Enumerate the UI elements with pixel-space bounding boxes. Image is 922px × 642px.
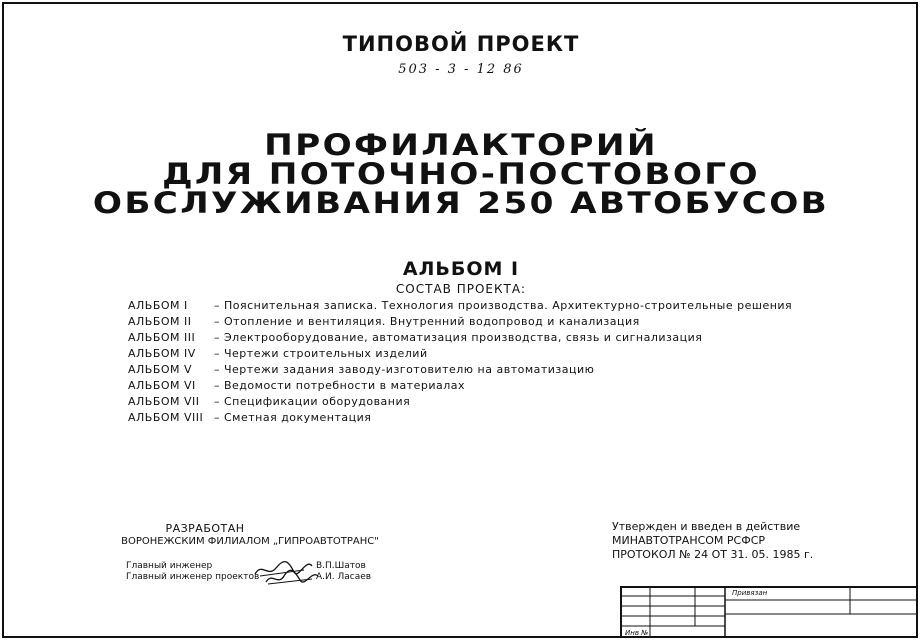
album-desc: – Пояснительная записка. Технология производства. Архитектурно-строительные решения: [214, 299, 793, 312]
chief-project-engineer-name: А.И. Ласаев: [316, 572, 372, 582]
album-item: [128, 330, 792, 346]
album-name: АЛЬБОМ IV: [128, 347, 196, 360]
developer-org: ВОРОНЕЖСКИМ ФИЛИАЛОМ „ГИПРОАВТОТРАНС": [121, 536, 379, 547]
album-item: [128, 346, 792, 362]
title-line-2: ДЛЯ ПОТОЧНО-ПОСТОВОГО: [162, 157, 760, 191]
stamp-block: [620, 586, 916, 638]
chief-engineer-name: В.П.Шатов: [316, 561, 366, 571]
approval-line-1: Утвержден и введен в действие: [612, 520, 801, 533]
title-line-1: ПРОФИЛАКТОРИЙ: [264, 128, 658, 162]
album-name: АЛЬБОМ VI: [128, 379, 196, 392]
album-desc: – Чертежи строительных изделий: [214, 347, 428, 360]
developer-label: РАЗРАБОТАН: [165, 522, 245, 535]
album-item: [128, 298, 792, 314]
album-name: АЛЬБОМ I: [128, 299, 188, 312]
chief-project-engineer-role: Главный инженер проектов: [126, 572, 260, 582]
contents-heading: СОСТАВ ПРОЕКТА:: [395, 282, 527, 296]
album-item: [128, 410, 792, 426]
approval-line-3: ПРОТОКОЛ № 24 ОТ 31. 05. 1985 г.: [612, 548, 814, 561]
approval-line-2: МИНАВТОТРАНСОМ РСФСР: [612, 534, 766, 547]
album-item: [128, 314, 792, 330]
stamp-grid: [620, 586, 916, 638]
album-desc: – Спецификации оборудования: [214, 395, 411, 408]
album-item: [128, 378, 792, 394]
album-name: АЛЬБОМ V: [128, 363, 193, 376]
doc-type: ТИПОВОЙ ПРОЕКТ: [342, 32, 580, 56]
album-desc: – Электрооборудование, автоматизация производства, связь и сигнализация: [214, 331, 703, 344]
album-name: АЛЬБОМ VII: [128, 395, 200, 408]
approval-block: [612, 520, 813, 562]
chief-engineer-role: Главный инженер: [126, 561, 213, 571]
album-desc: – Отопление и вентиляция. Внутренний водопровод и канализация: [214, 315, 640, 328]
album-item: [128, 362, 792, 378]
inv-label: Инв №: [625, 629, 649, 637]
doc-number: 503 - 3 - 12 86: [398, 62, 524, 77]
album-desc: – Ведомости потребности в материалах: [214, 379, 466, 392]
album-list: [128, 298, 792, 426]
album-desc: – Сметная документация: [214, 411, 372, 424]
signature-lasaev: [262, 566, 322, 592]
album-item: [128, 394, 792, 410]
album-name: АЛЬБОМ III: [128, 331, 196, 344]
album-name: АЛЬБОМ II: [128, 315, 192, 328]
album-heading: АЛЬБОМ I: [402, 258, 520, 280]
album-desc: – Чертежи задания заводу-изготовителю на автоматизацию: [214, 363, 595, 376]
title-line-3: ОБСЛУЖИВАНИЯ 250 АВТОБУСОВ: [92, 186, 830, 220]
binding-label: Привязан: [732, 589, 768, 597]
album-name: АЛЬБОМ VIII: [128, 411, 204, 424]
